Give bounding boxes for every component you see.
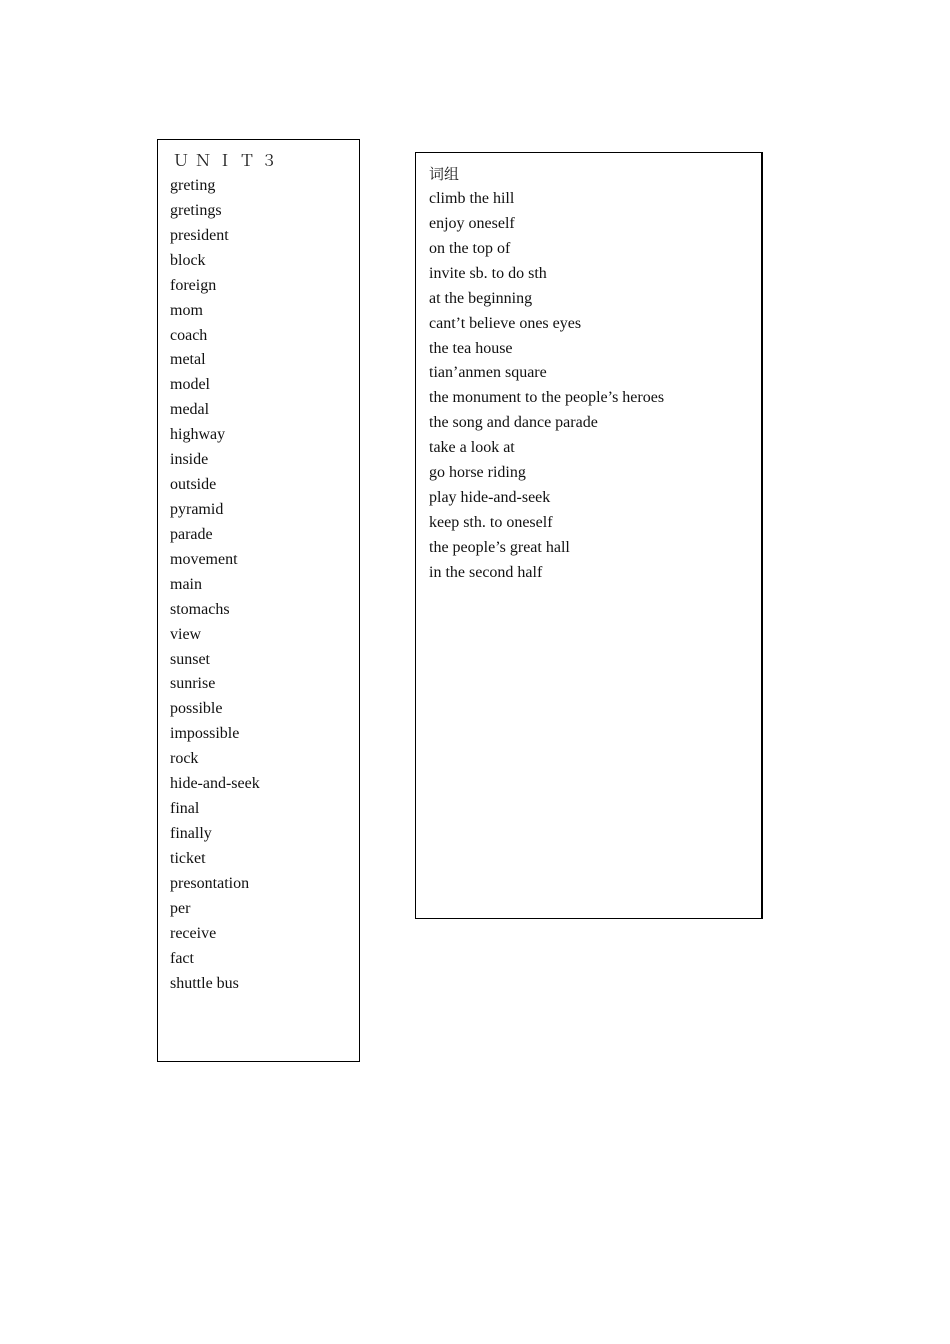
vocabulary-word: metal: [170, 351, 206, 369]
phrase-item: play hide-and-seek: [429, 489, 551, 507]
vocabulary-word: ticket: [170, 849, 206, 867]
phrases-list: [429, 187, 761, 586]
vocabulary-word: president: [170, 226, 229, 244]
vocabulary-word: finally: [170, 824, 212, 842]
phrase-item: climb the hill: [429, 190, 515, 207]
vocabulary-word: main: [170, 575, 202, 593]
vocabulary-word: rock: [170, 750, 199, 768]
phrase-item: go horse riding: [429, 464, 526, 482]
vocabulary-word: view: [170, 625, 202, 643]
phrase-item: the people’s great hall: [429, 538, 570, 556]
vocabulary-word: movement: [170, 550, 238, 568]
phrase-item: the monument to the people’s heroes: [429, 389, 665, 407]
vocabulary-word: pyramid: [170, 500, 224, 518]
vocabulary-word: hide-and-seek: [170, 775, 260, 793]
vocabulary-box: [157, 139, 360, 1062]
vocabulary-word: final: [170, 800, 200, 818]
phrase-item: the tea house: [429, 339, 513, 357]
vocabulary-word: model: [170, 376, 210, 394]
vocabulary-word: receive: [170, 924, 217, 942]
phrase-item: invite sb. to do sth: [429, 264, 547, 282]
vocabulary-word: shuttle bus: [170, 974, 239, 992]
vocabulary-word: gretings: [170, 201, 222, 219]
phrases-box: [415, 152, 763, 919]
vocabulary-word: outside: [170, 476, 217, 494]
phrase-item: enjoy oneself: [429, 214, 515, 232]
vocabulary-list: [170, 174, 359, 996]
vocabulary-word: sunset: [170, 650, 210, 668]
vocabulary-word: parade: [170, 525, 213, 543]
vocabulary-word: possible: [170, 700, 223, 718]
vocabulary-word: foreign: [170, 276, 217, 294]
vocabulary-word: mom: [170, 301, 203, 319]
phrase-item: tian’anmen square: [429, 364, 547, 382]
phrase-item: at the beginning: [429, 289, 533, 307]
vocabulary-word: fact: [170, 949, 194, 967]
vocabulary-word: highway: [170, 426, 226, 444]
vocabulary-word: impossible: [170, 725, 240, 743]
phrases-heading: 词组: [429, 165, 460, 183]
phrase-item: on the top of: [429, 239, 511, 257]
phrase-item: take a look at: [429, 439, 515, 457]
vocabulary-word: per: [170, 899, 191, 917]
phrase-item: in the second half: [429, 563, 543, 581]
vocabulary-word: greting: [170, 177, 216, 194]
vocabulary-heading: ＵＮＩＴ３: [173, 153, 284, 170]
vocabulary-word: medal: [170, 401, 210, 419]
phrase-item: cant’t believe ones eyes: [429, 314, 582, 332]
vocabulary-word: sunrise: [170, 675, 216, 693]
phrase-item: the song and dance parade: [429, 414, 598, 432]
vocabulary-word: coach: [170, 326, 208, 344]
vocabulary-word: stomachs: [170, 600, 230, 618]
vocabulary-word: block: [170, 251, 206, 269]
vocabulary-word: presontation: [170, 874, 250, 892]
vocabulary-word: inside: [170, 451, 209, 469]
phrase-item: keep sth. to oneself: [429, 513, 553, 531]
